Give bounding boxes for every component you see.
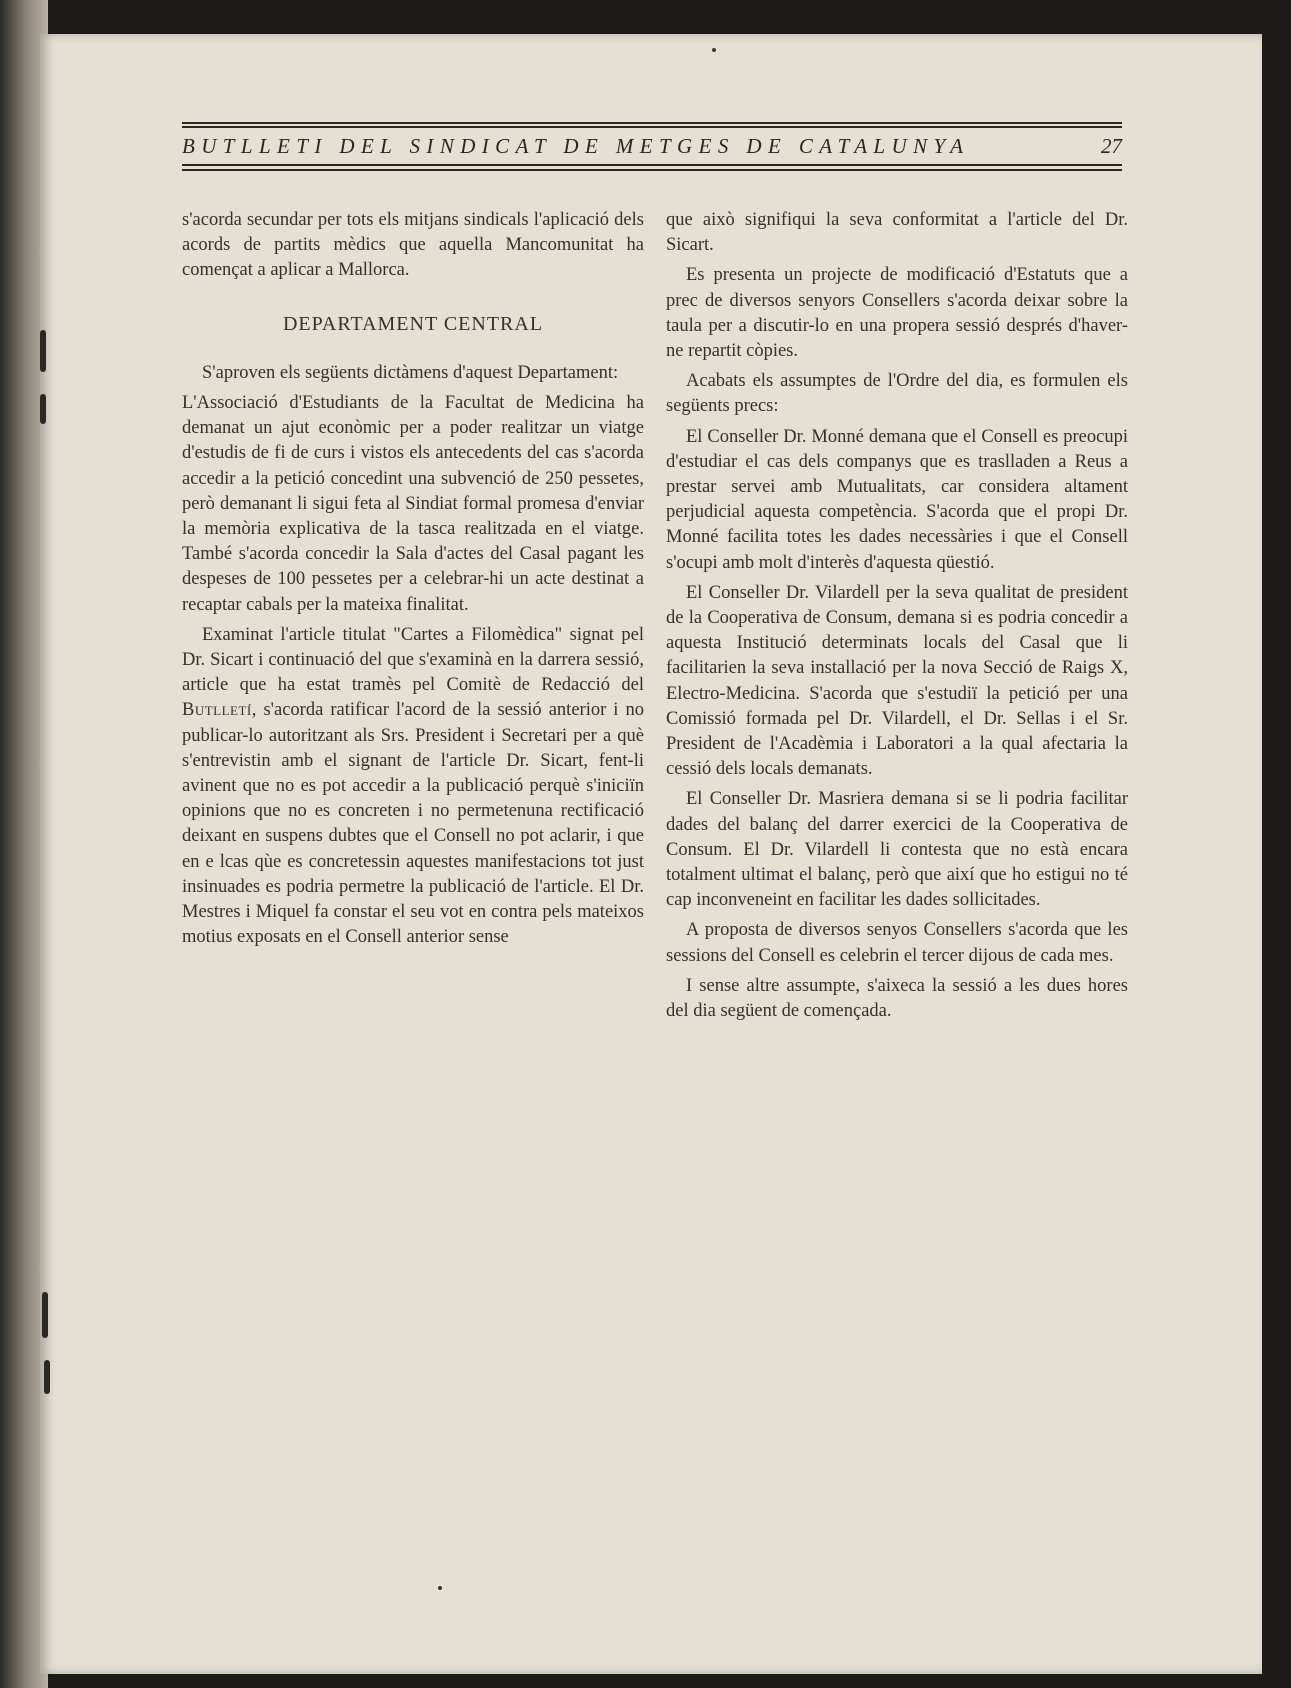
paragraph: Acabats els assumptes de l'Ordre del dia, es formulen els següents precs: xyxy=(666,371,1128,417)
running-header xyxy=(182,118,1122,178)
paragraph: que això signifiqui la seva conformitat a l'article del Dr. Sicart. xyxy=(666,210,1128,256)
paragraph: L'Associació d'Estudiants de la Facultat de Medicina ha demanat un ajut econòmic per a poder realitzar un viatge d'estudis de fi de curs i vistos els antecedents del cas s'acorda accedir a la petició concedint una subvenció de 250 pessetes, però demanant li sigui feta al Sindiat formal promesa d'enviar la memòria explicativa de la tasca realitzada en el viatge. També s'acorda concedir la Sala d'actes del Casal pagant les despeses de 100 pessetes per a celebrar-hi un acte destinat a recaptar cabals per la mateixa finalitat. xyxy=(182,393,644,615)
running-head-title: BUTLLETI DEL SINDICAT DE METGES DE CATALUNYA xyxy=(182,134,970,158)
paragraph-text: , s'acorda ratificar l'acord de la sessió anterior i no publicar-lo autoritzant als Srs. President i Secretari per a què s'entrevistin amb el signant de l'article Dr. Sicart, fent-li avinent que no es pot accedir a la publicació perquè s'iniciïn opinions que no es concreten i no permetenuna rectificació deixant en suspens dubtes que el Consell no pot aclarir, i que en e lcas qùe es concretessin aquestes manifestacions tot just insinuades es podria permetre la publicació de l'article. El Dr. Mestres i Miquel fa constar el seu vot en contra pels mateixos motius exposats en el Consell anterior sense xyxy=(182,700,644,948)
page-number: 27 xyxy=(1101,134,1122,158)
journal-name: Butlletí xyxy=(182,700,252,721)
paragraph: s'acorda secundar per tots els mitjans sindicals l'aplicació dels acords de partits mèdics que aquella Mancomunitat ha començat a aplicar a Mallorca. xyxy=(182,210,644,281)
right-column xyxy=(666,208,1128,1024)
header-rule-top xyxy=(182,122,1122,128)
paragraph: El Conseller Dr. Masriera demana si se li podria facilitar dades del balanç del darrer exercici de la Cooperativa de Consum. El Dr. Vilardell li contesta que no està encara totalment ultimat el balanç, però que així que ho estigui no té cap inconveneint en facilitar les dades sollicitades. xyxy=(666,789,1128,911)
print-speck xyxy=(438,1586,442,1590)
paragraph: El Conseller Dr. Monné demana que el Consell es preocupi d'estudiar el cas dels companys que es traslladen a Reus a prestar servei amb Mutualitats, car considera altament perjudicial aquesta competència. S'acorda que el propi Dr. Monné facilita totes les dades necessàries i que el Consell s'ocupi amb molt d'interès d'aquesta qüestió. xyxy=(666,426,1128,573)
paragraph: S'aproven els següents dictàmens d'aquest Departament: xyxy=(202,362,619,383)
print-speck xyxy=(712,48,716,52)
paragraph: Es presenta un projecte de modificació d'Estatuts que a prec de diversos senyors Consellers s'acorda deixar sobre la taula per a discutir-lo en una propera sessió després d'haver-ne repartit còpies. xyxy=(666,265,1128,362)
section-heading: DEPARTAMENT CENTRAL xyxy=(282,312,544,335)
paragraph: El Conseller Dr. Vilardell per la seva qualitat de president de la Cooperativa de Consum, demana si es podria concedir a aquesta Institució determinats locals del Casal que li facilitarien la seva installació per la nova Secció de Raigs X, Electro-Medicina. S'acorda que s'estudiï la petició per una Comissió formada pel Dr. Vilardell, el Dr. Sellas i el Sr. President de l'Acadèmia i Laboratori a la qual afectaria la cessió dels locals demanats. xyxy=(666,582,1128,780)
binding-mark xyxy=(44,1360,50,1394)
binding-mark xyxy=(42,1292,48,1338)
paragraph: A proposta de diversos senyos Consellers s'acorda que les sessions del Consell es celebrin el tercer dijous de cada mes. xyxy=(666,920,1128,966)
paragraph xyxy=(182,623,644,951)
header-rule-bottom xyxy=(182,164,1122,171)
paragraph: I sense altre assumpte, s'aixeca la sessió a les dues hores del dia següent de començada. xyxy=(666,975,1128,1022)
paragraph-text: Examinat l'article titulat "Cartes a Filomèdica" signat pel Dr. Sicart i continuació del que s'examinà en la darrera sessió, article que ha estat tramès pel Comitè de Redacció del xyxy=(182,624,644,696)
binding-mark xyxy=(40,330,46,372)
binding-mark xyxy=(40,394,46,424)
left-column xyxy=(182,208,644,950)
